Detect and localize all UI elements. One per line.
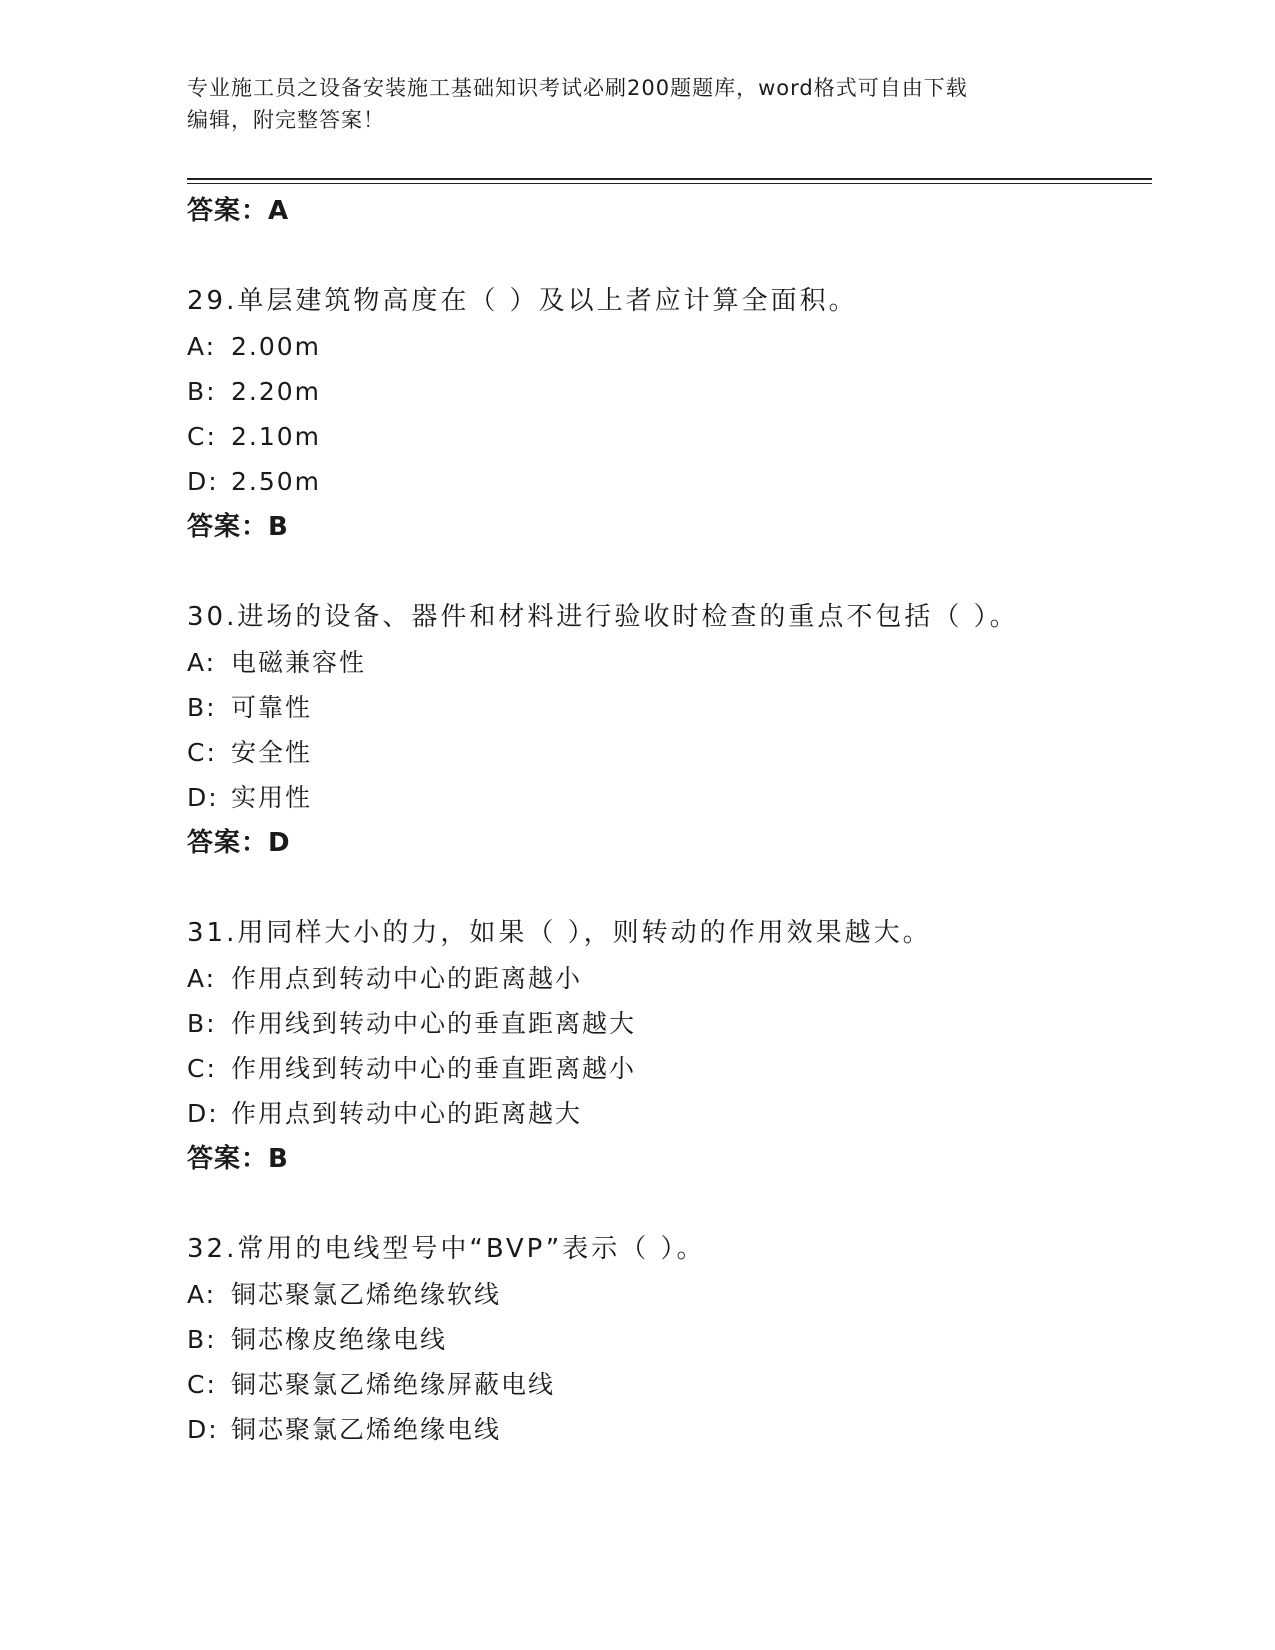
question-answer: 答案：B bbox=[187, 1144, 289, 1174]
previous-answer: 答案：A bbox=[187, 196, 290, 226]
header-rule-thin bbox=[187, 183, 1152, 184]
option-d: D: 作用点到转动中心的距离越大 bbox=[187, 1099, 583, 1128]
question-30 bbox=[187, 594, 1147, 866]
option-a: A: 电磁兼容性 bbox=[187, 648, 367, 677]
header-line-1: 专业施工员之设备安装施工基础知识考试必刷200题题库，word格式可自由下载 bbox=[187, 76, 968, 100]
option-d: D: 实用性 bbox=[187, 783, 313, 812]
question-stem: 29.单层建筑物高度在（ ）及以上者应计算全面积。 bbox=[187, 286, 858, 316]
option-c: C: 铜芯聚氯乙烯绝缘屏蔽电线 bbox=[187, 1370, 556, 1399]
question-stem: 30.进场的设备、器件和材料进行验收时检查的重点不包括（ ）。 bbox=[187, 602, 1019, 632]
question-29 bbox=[187, 278, 1147, 550]
option-b: B: 铜芯橡皮绝缘电线 bbox=[187, 1325, 448, 1354]
option-c: C: 安全性 bbox=[187, 738, 313, 767]
question-list bbox=[187, 188, 1147, 1452]
question-32 bbox=[187, 1226, 1147, 1452]
header-line-2: 编辑，附完整答案！ bbox=[187, 108, 385, 132]
document-header bbox=[187, 72, 1067, 136]
option-b: B: 可靠性 bbox=[187, 693, 313, 722]
option-c: C: 2.10m bbox=[187, 422, 322, 451]
header-rule-thick bbox=[187, 178, 1152, 180]
option-b: B: 作用线到转动中心的垂直距离越大 bbox=[187, 1009, 637, 1038]
option-d: D: 2.50m bbox=[187, 467, 322, 496]
question-answer: 答案：D bbox=[187, 828, 291, 858]
option-a: A: 2.00m bbox=[187, 332, 322, 361]
question-stem: 31.用同样大小的力，如果（ ），则转动的作用效果越大。 bbox=[187, 918, 932, 948]
question-stem: 32.常用的电线型号中“BVP”表示（ ）。 bbox=[187, 1234, 706, 1264]
option-a: A: 作用点到转动中心的距离越小 bbox=[187, 964, 583, 993]
option-a: A: 铜芯聚氯乙烯绝缘软线 bbox=[187, 1280, 502, 1309]
option-b: B: 2.20m bbox=[187, 377, 322, 406]
option-c: C: 作用线到转动中心的垂直距离越小 bbox=[187, 1054, 637, 1083]
option-d: D: 铜芯聚氯乙烯绝缘电线 bbox=[187, 1415, 502, 1444]
question-answer: 答案：B bbox=[187, 512, 289, 542]
question-31 bbox=[187, 910, 1147, 1182]
